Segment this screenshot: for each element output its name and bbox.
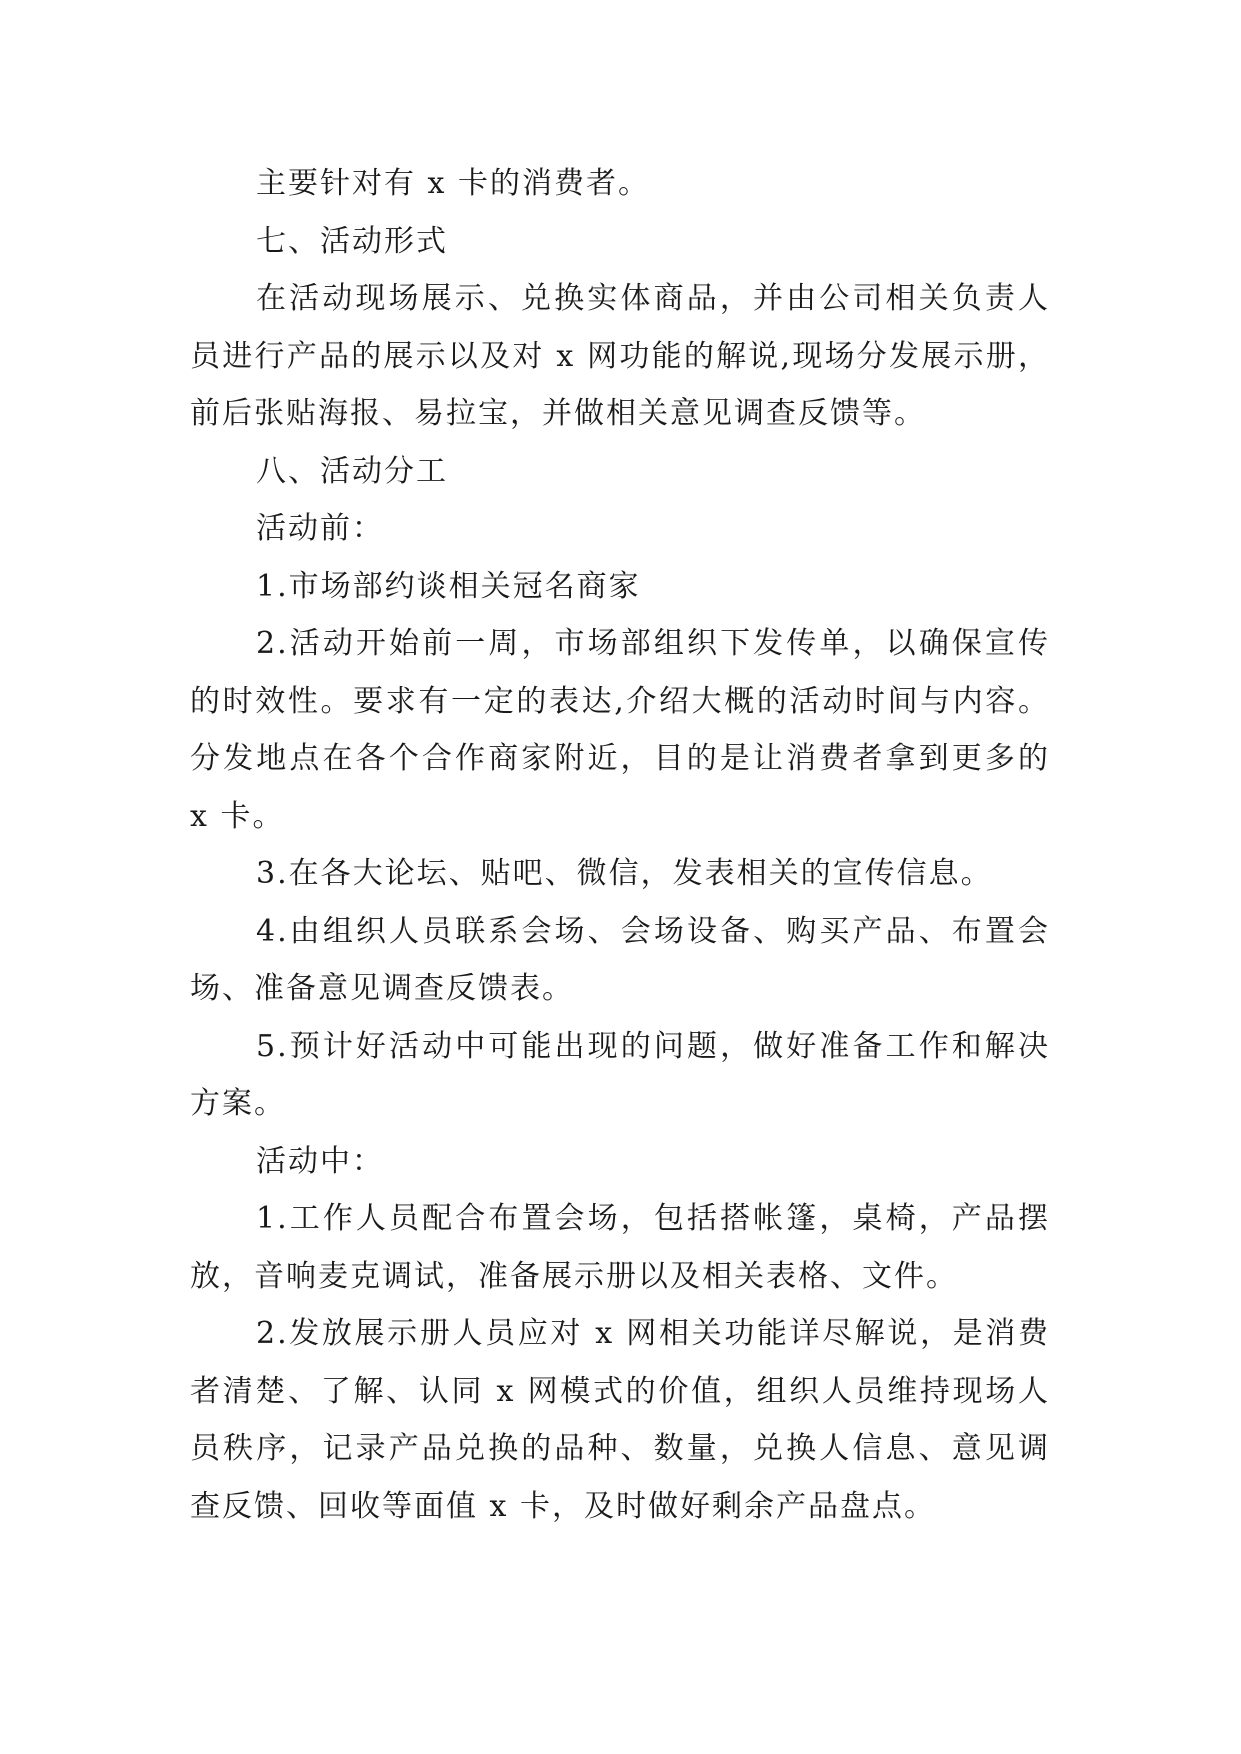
subheading-before-activity: 活动前： [256, 511, 384, 546]
list-item-before-3: 3.在各大论坛、贴吧、微信，发表相关的宣传信息。 [256, 856, 993, 891]
list-item-before-5: 5.预计好活动中可能出现的问题，做好准备工作和解决方案。 [190, 1028, 1050, 1121]
document-body [190, 155, 1050, 1535]
list-item-during-2: 2.发放展示册人员应对 x 网相关功能详尽解说，是消费者清楚、了解、认同 x 网模式的价值，组织人员维持现场人员秩序，记录产品兑换的品种、数量，兑换人信息、意见调查反馈、回收等面值 x 卡，及时做好剩余产品盘点。 [190, 1316, 1050, 1524]
subheading-during-activity: 活动中： [256, 1143, 384, 1179]
heading-activity-format: 七、活动形式 [256, 223, 448, 259]
paragraph-target-audience: 主要针对有 x 卡的消费者。 [256, 166, 650, 201]
paragraph-activity-format: 在活动现场展示、兑换实体商品，并由公司相关负责人员进行产品的展示以及对 x 网功能的解说,现场分发展示册，前后张贴海报、易拉宝，并做相关意见调查反馈等。 [190, 281, 1050, 431]
list-item-before-1: 1.市场部约谈相关冠名商家 [256, 568, 641, 604]
heading-activity-division: 八、活动分工 [256, 453, 448, 489]
list-item-before-2: 2.活动开始前一周，市场部组织下发传单，以确保宣传的时效性。要求有一定的表达,介绍大概的活动时间与内容。分发地点在各个合作商家附近，目的是让消费者拿到更多的 x 卡。 [190, 626, 1050, 834]
list-item-during-1: 1.工作人员配合布置会场，包括搭帐篷，桌椅，产品摆放，音响麦克调试，准备展示册以及相关表格、文件。 [190, 1201, 1050, 1294]
list-item-before-4: 4.由组织人员联系会场、会场设备、购买产品、布置会场、准备意见调查反馈表。 [190, 913, 1050, 1006]
